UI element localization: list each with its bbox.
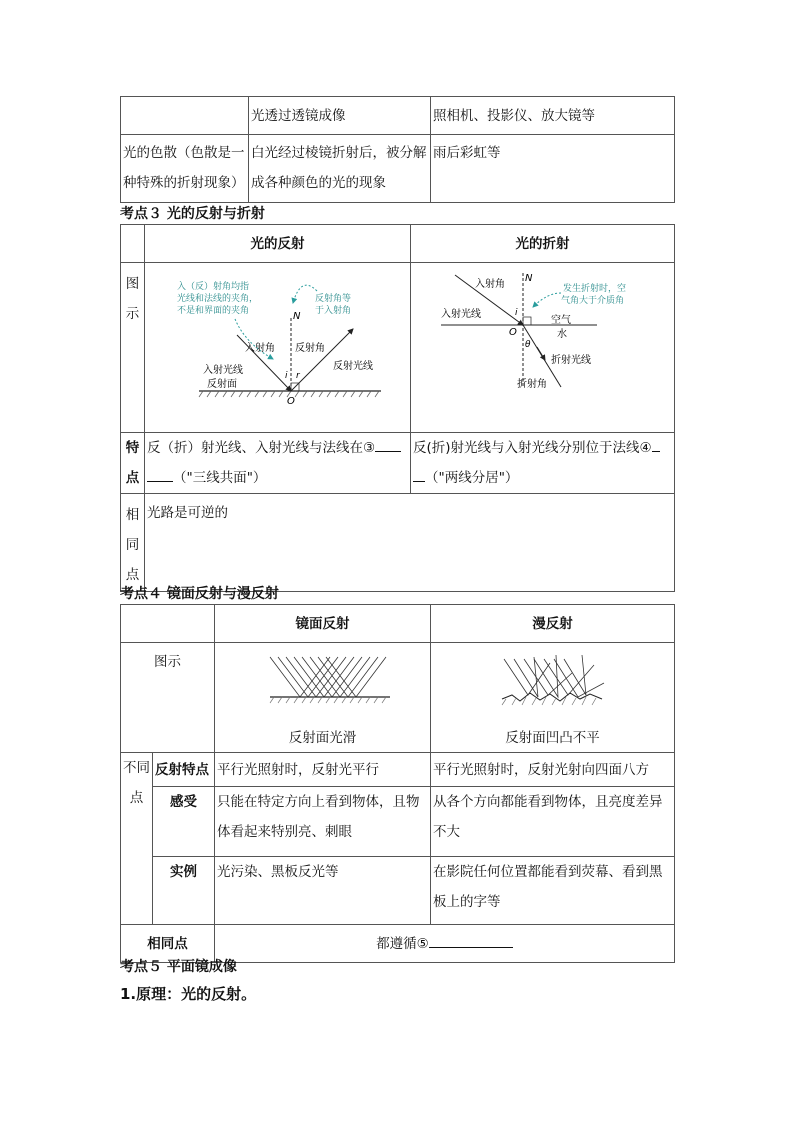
note-right-line: 反射角等 [315,294,352,304]
common-cell [215,925,675,963]
refracted-ray-label: 折射光线 [551,355,591,366]
rough-surface [502,693,602,701]
table-reflection-refraction [120,224,675,592]
table-row [121,787,675,857]
table-row [121,135,675,203]
incident-ray-label: 入射光线 [203,365,243,376]
fill-blank-3[interactable] [375,437,401,452]
feature-text: （"三线共面"） [173,470,267,486]
section-5-title: 考点５ 平面镜成像 [120,959,237,975]
header-reflection: 光的反射 [145,225,411,263]
reflection-diagram [145,263,409,421]
note-left-line: 入（反）射角均指 [177,282,250,292]
feature-text: 反(折)射光线与入射光线分别位于法线④ [413,440,652,456]
note-line: 发生折射时，空 [563,284,627,294]
fill-blank-3-cont[interactable] [147,467,173,482]
example-specular: 光污染、黑板反光等 [215,857,431,925]
angle-theta-label: θ [525,340,531,350]
row-label-diagram [121,263,145,433]
row-label-common: 相同点 [121,925,215,963]
common-text: 都遵循⑤ [376,935,429,952]
feature-specular: 平行光照射时，反射光平行 [215,753,431,787]
feature-refraction [411,433,675,494]
table-row [121,857,675,925]
reflected-ray-label: 反射光线 [333,361,373,372]
label-char: 同 [125,537,140,553]
note-right-line: 于入射角 [315,306,352,316]
fill-blank-4[interactable] [652,437,660,452]
feel-specular: 只能在特定方向上看到物体，且物体看起来特别亮、刺眼 [215,787,431,857]
table-row [121,263,675,433]
note-left-line: 光线和法线的夹角， [177,294,259,304]
row-label-feel: 感受 [153,787,215,857]
caption-diffuse: 反射面凹凸不平 [505,730,600,746]
label-char: 图 [125,276,140,292]
specular-diagram [216,643,430,713]
row-label-difference [121,753,153,925]
normal-label: N [525,273,533,284]
label-char: 特 [125,440,140,456]
cell: 光透过透镜成像 [249,97,431,135]
refract-angle-label: 折射角 [517,379,547,390]
cell-diffuse-diagram [431,643,675,753]
feature-text: 反（折）射光线、入射光线与法线在③ [147,440,376,456]
cell: 白光经过棱镜折射后，被分解成各种颜色的光的现象 [249,135,431,203]
cell-specular-diagram [215,643,431,753]
table-row [121,225,675,263]
header-specular: 镜面反射 [215,605,431,643]
table-row [121,925,675,963]
reflect-angle-label: 反射角 [295,343,325,354]
table-row [121,643,675,753]
label-char: 点 [129,790,144,806]
header-diffuse: 漫反射 [431,605,675,643]
incident-angle-label: 入射角 [245,343,275,354]
feature-text: （"两线分居"） [425,470,519,486]
row-label-diagram: 图示 [121,643,215,753]
note-left-line: 不是和界面的夹角 [177,306,250,316]
angle-r-label: r [296,371,300,381]
section-5-principle: 1.原理：光的反射。 [120,985,257,1003]
incident-angle-label: 入射角 [475,279,505,290]
normal-label: N [293,311,301,322]
table-row [121,605,675,643]
feel-diffuse: 从各个方向都能看到物体，且亮度差异不大 [431,787,675,857]
label-char: 不同 [123,760,150,776]
cell-refraction-diagram [411,263,675,433]
example-diffuse: 在影院任何位置都能看到荧幕、看到黑板上的字等 [431,857,675,925]
reflected-ray [291,329,353,391]
section-4-title: 考点４ 镜面反射与漫反射 [120,586,279,602]
refraction-diagram [411,263,673,421]
row-label-example: 实例 [153,857,215,925]
feature-reflection [145,433,411,494]
cell-dispersion: 光的色散（色散是一种特殊的折射现象） [121,135,249,203]
table-optics-applications [120,96,675,203]
label-char: 相 [125,507,140,523]
cell-reflection-diagram [145,263,411,433]
water-label: 水 [557,329,567,340]
cell [121,97,249,135]
point-o-label: O [509,327,517,338]
row-label-feature [121,433,145,494]
point-o-label: O [287,396,295,407]
note-line: 气角大于介质角 [561,296,625,306]
diffuse-diagram [432,643,674,713]
note-right-arrow [293,285,317,303]
row-label-common [121,494,145,592]
table-row [121,433,675,494]
section-3-title: 考点３ 光的反射与折射 [120,206,265,222]
cell [121,225,145,263]
label-char: 点 [125,470,140,486]
surface-label: 反射面 [207,379,237,390]
label-char: 示 [125,306,140,322]
table-row [121,494,675,592]
fill-blank-4-cont[interactable] [413,467,425,482]
angle-i-label: i [285,371,288,381]
table-row [121,97,675,135]
air-label: 空气 [551,315,571,326]
header-refraction: 光的折射 [411,225,675,263]
incident-ray-label: 入射光线 [441,309,481,320]
angle-i-label: i [515,308,518,318]
cell [121,605,215,643]
feature-diffuse: 平行光照射时，反射光射向四面八方 [431,753,675,787]
note-arrow [533,293,561,307]
cell: 照相机、投影仪、放大镜等 [431,97,675,135]
table-row [121,753,675,787]
fill-blank-5[interactable] [429,933,513,948]
label-char: 点 [125,567,140,583]
table-specular-diffuse [120,604,675,963]
row-label-feature: 反射特点 [153,753,215,787]
common-text: 光路是可逆的 [145,494,675,592]
cell: 雨后彩虹等 [431,135,675,203]
caption-specular: 反射面光滑 [288,730,357,746]
